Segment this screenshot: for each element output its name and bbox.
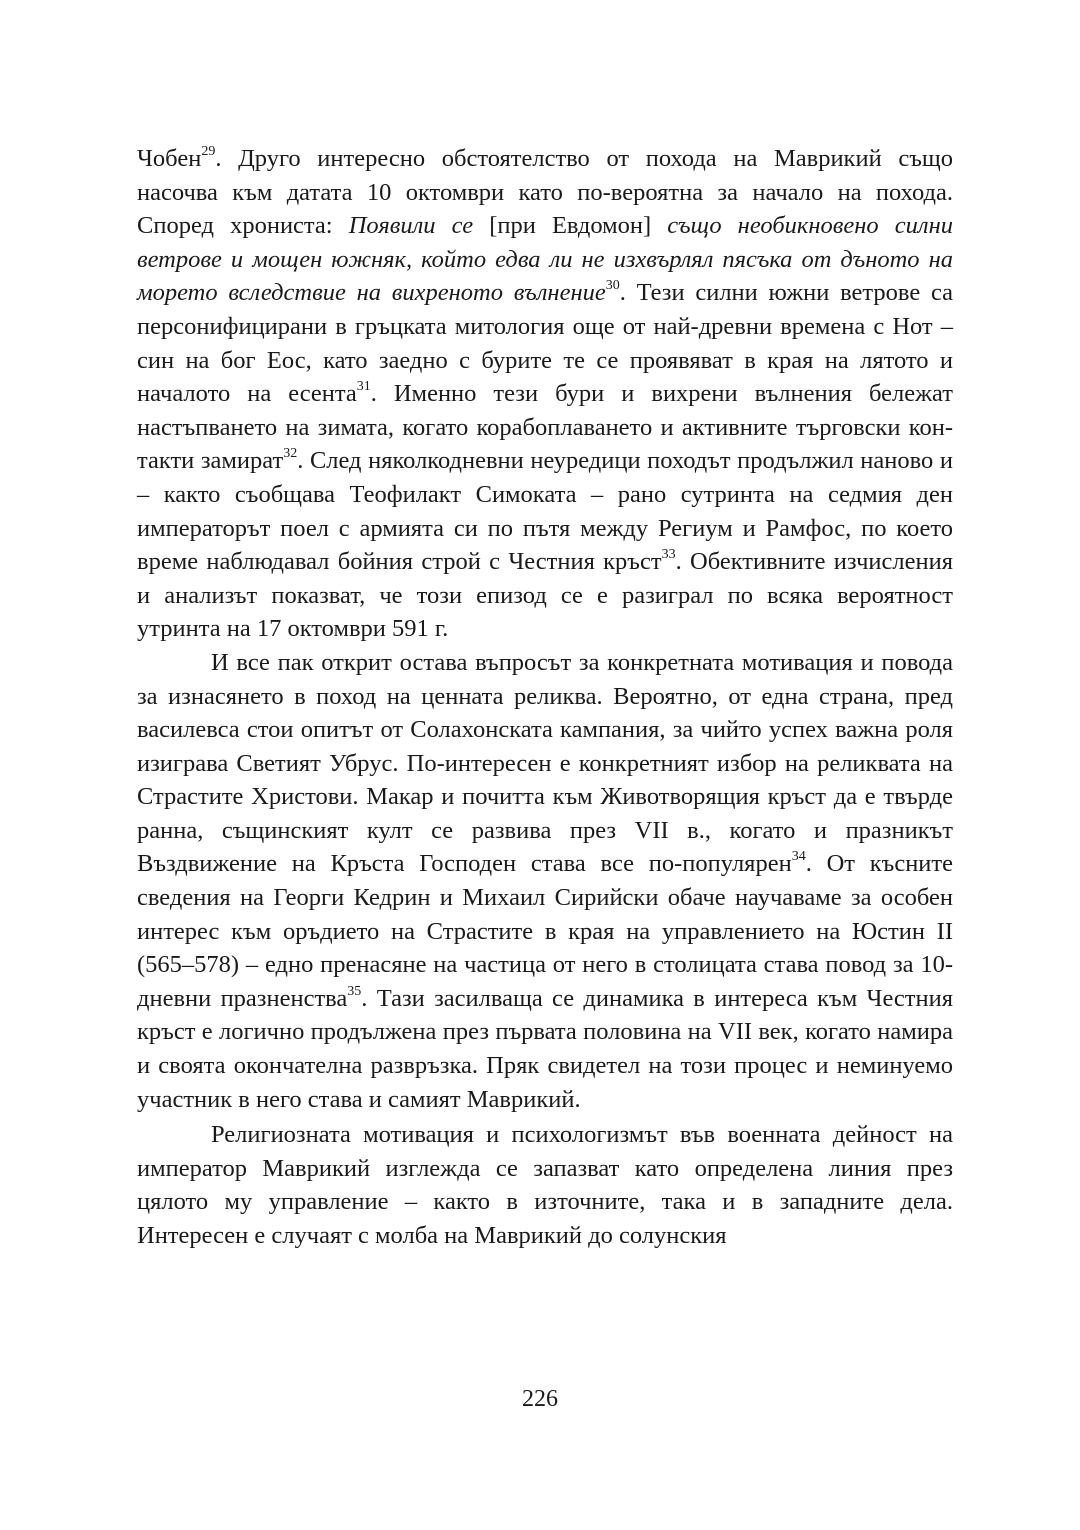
footnote-ref: 30	[605, 278, 620, 294]
text-run: . Тази засилваща се динамика в интереса към Честния кръст е логично продължена през първата половина на VII век, когато намира и своята окончателна развръзка. Пряк свидетел на този процес и неминуемо участник в него става и самият Маврикий.	[137, 984, 954, 1113]
text-run: И все пак открит остава въпросът за конкретната мотивация и повода за изнасянето в поход на ценната реликва. Вероятно, от една страна, пред василевса стои опитът от Солахонската кампания, за чийто успех важна роля изиграва Светият Убрус. По-интересен е конкретният избор на реликвата на Страстите Христови. Макар и почитта към Животворящия кръст да е твърде ранна, същинският култ се развива през VII в., когато и празникът Въздвижение на Кръста Господен става все по-популярен	[137, 648, 953, 878]
paragraph-1	[137, 142, 953, 646]
page-body	[137, 142, 953, 1253]
italic-quote: също необикновено силни ветрове и мощен южняк, който едва ли не изхвърлял пясъка от дъното на морето вследствие на вихреното вълнение	[137, 212, 953, 307]
italic-quote: Появили се	[348, 212, 474, 240]
text-run: . Друго интересно обстоятелство от похода на Маврикий също насочва към датата 10 октомври като по-вероятна за начало на похода. Според хрониста:	[137, 145, 953, 240]
text-run: . Именно тези бури и вихрени вълнения бележат настъпването на зимата, когато корабоплаването и активните търговски контакти замират	[137, 380, 953, 475]
footnote-ref: 29	[201, 143, 216, 159]
footnote-ref: 32	[283, 446, 298, 462]
text-run: . След няколкодневни неуредици походът продължил наново и – както съобщава Теофилакт Симоката – рано сутринта на седмия ден императорът поел с армията си по пътя между Региум и Рамфос, по което време наблюдавал бойния строй с Честния кръст	[137, 447, 953, 576]
footnote-ref: 34	[791, 849, 806, 865]
text-run: Чобен	[137, 145, 202, 172]
text-run: . Тези силни южни ветрове са персонифицирани в гръцката митология още от най-древни времена с Нот – син на бог Еос, като заедно с бурите те се проявяват в края на лятото и началото на есента	[137, 279, 953, 408]
footnote-ref: 35	[347, 983, 362, 999]
footnote-ref: 31	[356, 379, 371, 394]
text-run: Религиозната мотивация и психологизмът във военната дейност на император Маврикий изглежда се запазват като определена линия през цялото му управление – както в източните, така и в западните дела. Интересен е случаят с молба на Маврикий до солунския	[137, 1121, 953, 1249]
paragraph-2	[137, 646, 953, 1116]
paragraph-3	[137, 1118, 953, 1252]
page-number: 226	[522, 1386, 558, 1412]
text-run: . Обективните изчисления и анализът показват, че този епизод се е разиграл по всяка вероятност утринта на 17 октомври 591 г.	[137, 548, 953, 643]
footnote-ref: 33	[661, 546, 676, 562]
text-run: [при Евдомон]	[473, 212, 668, 240]
text-run: . От късните сведения на Георги Кедрин и Михаил Сирийски обаче научаваме за особен интерес към оръдието на Страстите в края на управлението на Юстин II (565–578) – едно пренасяне на частица от него в столицата става повод за 10-дневни празненства	[137, 850, 954, 1012]
